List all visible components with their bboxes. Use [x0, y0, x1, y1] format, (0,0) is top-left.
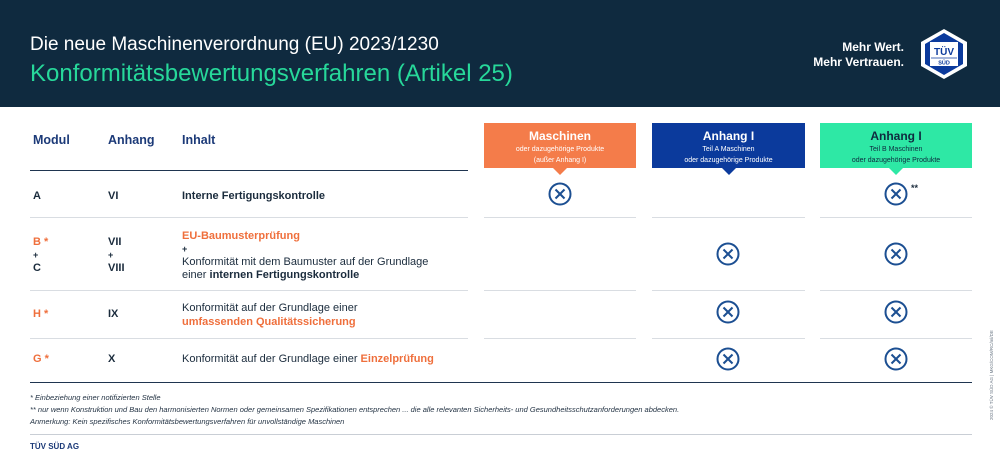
row-divider: [820, 217, 972, 218]
row-bc-modul: [33, 236, 48, 275]
header-divider: [30, 170, 468, 171]
category-title: Maschinen: [528, 129, 591, 143]
side-copyright-text: 2024 © TÜV SÜD AG | MKG/COM/RC/ml/DE: [989, 330, 994, 420]
footer-divider: [30, 434, 972, 435]
anhang-vii: VII: [108, 236, 122, 248]
category-maschinen: [484, 123, 636, 168]
brand-name: TÜV SÜD AG: [30, 442, 80, 451]
row-divider: [30, 217, 468, 218]
page-subtitle: Konformitätsbewertungsverfahren (Artikel 25): [30, 60, 513, 87]
slogan: [813, 40, 904, 70]
inhalt-line-1: Konformität auf der Grundlage einer: [182, 302, 358, 314]
row-divider: [652, 290, 805, 291]
category-anhang-i-teil-a: [652, 123, 805, 168]
row-divider: [652, 217, 805, 218]
row-g-inhalt: [182, 353, 434, 365]
anhang-viii: VIII: [108, 262, 125, 274]
footnote-1: * Einbeziehung einer notifizierten Stelle: [30, 393, 161, 402]
check-mark-icon: [884, 300, 908, 324]
category-title: Anhang I: [702, 129, 755, 143]
inhalt-line-3a: einer: [182, 269, 210, 281]
row-divider: [820, 290, 972, 291]
modul-b: B *: [33, 236, 49, 248]
inhalt-line-3: [182, 269, 428, 282]
check-mark-icon: [716, 347, 740, 371]
slogan-line-2: Mehr Vertrauen.: [813, 55, 904, 69]
category-desc-1: Teil A Maschinen: [702, 146, 755, 153]
check-mark-icon: [716, 300, 740, 324]
inhalt-plus: +: [182, 244, 188, 254]
column-header-anhang: Anhang: [108, 133, 155, 147]
anhang-plus: +: [108, 250, 114, 260]
footnote-3: Anmerkung: Kein spezifisches Konformitätsbewertungsverfahren für unvollständige Maschinen: [30, 417, 345, 426]
row-g-anhang: X: [108, 353, 116, 365]
row-divider: [484, 290, 636, 291]
row-divider: [30, 338, 468, 339]
pointer-arrow: [722, 168, 736, 175]
inhalt-baumuster: EU-Baumusterprüfung: [182, 230, 300, 242]
check-mark-icon: [548, 182, 572, 206]
check-mark-icon: [884, 242, 908, 266]
category-desc-1: oder dazugehörige Produkte: [515, 146, 605, 153]
row-bc-anhang: [108, 236, 125, 275]
row-a-inhalt: Interne Fertigungskontrolle: [182, 190, 326, 202]
footnote-2: ** nur wenn Konstruktion und Bau den harmonisierten Normen oder gemeinsamen Spezifikationen entsprechen ... die alle relevanten Sicherheits- und Gesundheitsschutzanforderungen abdecken.: [30, 405, 680, 414]
modul-c: C: [33, 262, 41, 274]
check-mark-icon: [884, 182, 908, 206]
inhalt-a: Konformität auf der Grundlage einer: [182, 353, 361, 365]
inhalt-line-2: Konformität mit dem Baumuster auf der Grundlage: [182, 256, 429, 268]
inhalt-einzelpruefung: Einzelprüfung: [360, 353, 434, 365]
side-copyright: [986, 300, 996, 420]
column-header-inhalt: Inhalt: [182, 133, 216, 147]
category-desc-2: oder dazugehörige Produkte: [684, 157, 773, 164]
category-anhang-i-teil-b: [820, 123, 972, 168]
slogan-line-1: Mehr Wert.: [842, 40, 904, 54]
page-title: Die neue Maschinenverordnung (EU) 2023/1230: [30, 34, 439, 55]
row-h-inhalt: [182, 301, 358, 329]
check-mark-icon: [884, 347, 908, 371]
column-header-modul: Modul: [33, 133, 70, 147]
check-mark-icon: [716, 242, 740, 266]
row-a-modul: A: [33, 190, 41, 202]
pointer-arrow: [553, 168, 567, 175]
category-desc-2: (außer Anhang I): [533, 157, 587, 164]
row-bc-inhalt: [182, 230, 428, 282]
inhalt-qualitaet: umfassenden Qualitätssicherung: [182, 316, 356, 328]
row-divider: [820, 338, 972, 339]
header-banner: [0, 0, 1000, 107]
pointer-arrow: [889, 168, 903, 175]
tuv-sud-logo: [917, 27, 971, 81]
category-desc-2: oder dazugehörige Produkte: [851, 157, 941, 164]
category-desc-1: Teil B Maschinen: [869, 146, 923, 153]
logo-text-top: TÜV: [934, 47, 954, 58]
row-h-modul: H *: [33, 308, 49, 320]
row-h-anhang: IX: [108, 308, 119, 320]
row-g-modul: G *: [33, 353, 49, 365]
modul-plus: +: [33, 250, 39, 260]
logo-text-bottom: SÜD: [938, 60, 950, 67]
table-bottom-line: [30, 382, 972, 383]
double-star-mark: **: [911, 183, 919, 193]
row-a-anhang: VI: [108, 190, 119, 202]
inhalt-line-3b: internen Fertigungskontrolle: [209, 269, 360, 281]
row-divider: [484, 217, 636, 218]
category-title: Anhang I: [870, 129, 922, 143]
row-divider: [652, 338, 805, 339]
row-divider: [484, 338, 636, 339]
row-divider: [30, 290, 468, 291]
